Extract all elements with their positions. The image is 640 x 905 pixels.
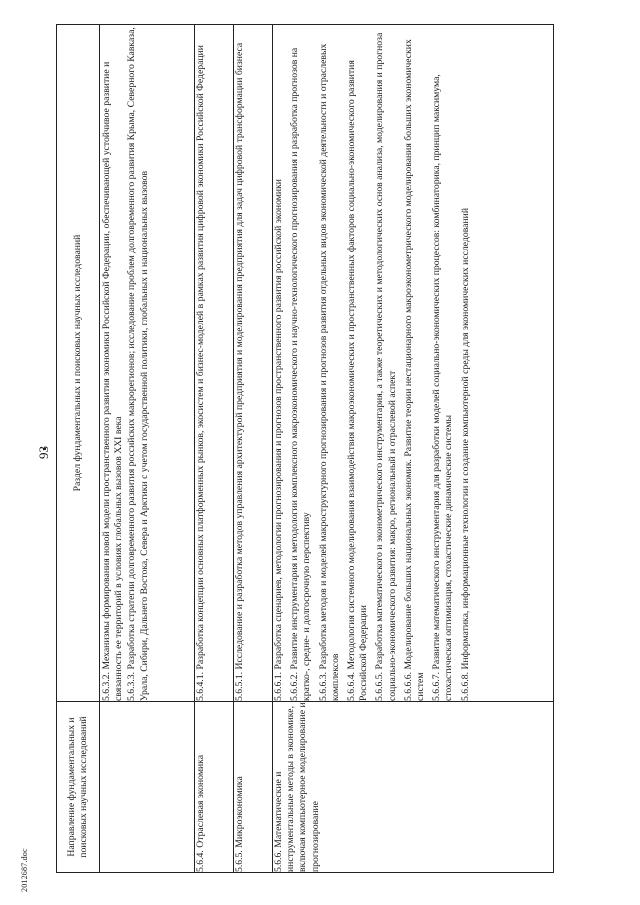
list-item: 5.6.6.8. Информатика, информационные технологии и создание компьютерной среды для экономических исследований bbox=[459, 207, 471, 701]
list-item: 5.6.4.1. Разработка концепции основных платформенных рынков, экосистем и бизнес-моделей в рамках развития цифровой экономики Российской Федерации bbox=[195, 45, 206, 701]
table-row bbox=[195, 25, 234, 873]
list-item: 5.6.6.7. Развитие математического инструментария для разработки моделей социально-экономических процессов: комбинаторика, принцип максимума, стохастическая оптимизация, стохастические динамические системы bbox=[431, 74, 455, 701]
table-row bbox=[100, 25, 195, 873]
header-direction: Направление фундаментальных и поисковых научных исследований bbox=[57, 702, 100, 873]
list-item: 5.6.3.2. Механизмы формирования новой модели пространственного развития экономики Российской Федерации, обеспечивающей устойчивое развитие и связанность ее территорий в условиях глобальных вызовов XXI века bbox=[101, 61, 125, 701]
direction-cell: 5.6.5. Микроэкономика bbox=[234, 702, 273, 873]
list-item: 5.6.6.5. Разработка математического и эконометрического инструментария, а также теоретических и методологических основ анализа, моделирования и прогноза социально-экономического развития: макро, региональный и отраслевой аспект bbox=[374, 32, 398, 701]
table-row bbox=[234, 25, 273, 873]
section-cell bbox=[273, 25, 554, 702]
list-item: 5.6.5.1. Исследование и разработка методов управления архитектурой предприятия и моделирования предприятия для задач цифровой трансформации бизнеса bbox=[234, 42, 245, 701]
list-item: 5.6.6.2. Развитие инструментария и методологии комплексного макроэкономического и научно-технологического прогнозирования и разработка прогнозов на кратко-, средне- и долгосрочную перспективу bbox=[289, 47, 313, 701]
table-header-row bbox=[57, 25, 100, 873]
direction-cell bbox=[100, 702, 195, 873]
list-item: 5.6.6.1. Разработка сценариев, методологии прогнозирования и прогнозов пространственного развития российской экономики bbox=[273, 179, 284, 701]
section-cell bbox=[234, 25, 273, 702]
list-item: 5.6.6.3. Разработка методов и моделей макроструктурного прогнозирования и прогнозов развития отдельных видов экономической деятельности и отраслевых комплексов bbox=[317, 43, 341, 701]
research-table bbox=[56, 24, 554, 873]
list-item: 5.6.3.3. Разработка стратегии долговременного развития российских макрорегионов; исследование проблем долговременного развития Крыма, Северного Кавказа, Урала, Сибири, Дальнего Востока, Севера и Арктики с учетом государственной политики, глобальных и национальных вызовов bbox=[126, 27, 150, 701]
page-number: 93 bbox=[36, 446, 51, 459]
direction-cell: 5.6.6. Математические и инструментальные методы в экономике, включая компьютерное моделирование и прогнозирование bbox=[273, 702, 554, 873]
section-cell bbox=[195, 25, 234, 702]
list-item: 5.6.6.4. Методология системного моделирования взаимодействия макроэкономических и пространственных факторов социально-экономического развития Российской Федерации bbox=[346, 60, 370, 701]
table-row bbox=[273, 25, 554, 873]
section-cell bbox=[100, 25, 195, 702]
file-code: 2012687.doc bbox=[20, 848, 29, 892]
direction-cell: 5.6.4. Отраслевая экономика bbox=[195, 702, 234, 873]
list-item: 5.6.6.6. Моделирование больших национальных экономик. Развитие теории нестационарного макроэконометрического моделирования больших экономических систем bbox=[402, 39, 427, 701]
header-section: Раздел фундаментальных и поисковых научных исследований bbox=[57, 25, 100, 702]
